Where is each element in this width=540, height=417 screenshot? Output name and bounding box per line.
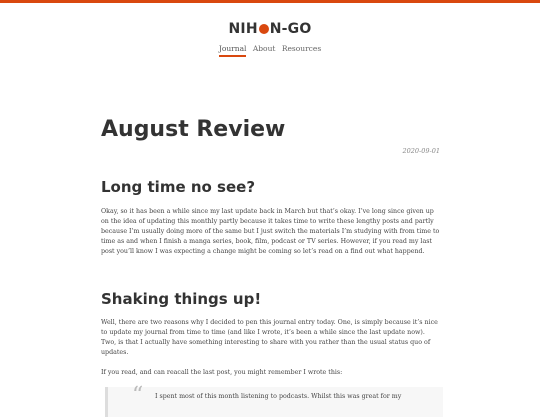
top-accent-bar [0,0,540,3]
paragraph: Well, there are two reasons why I decided to pen this journal entry today. One, is simply because it’s nice to update my journal from time to time (and like I wrote, it’s been a while since the last update now). Two, is that I actually have something interesting to share with you rather than the usual status quo of updates. [101,319,438,356]
nav-resources[interactable]: Resources [281,44,322,53]
main-nav [0,44,540,57]
quote-text: I spent most of this month listening to podcasts. Whilst this was great for my [155,393,402,400]
section-heading: Long time no see? [101,178,256,196]
nav-journal[interactable]: Journal [219,44,247,57]
post-date: 2020-09-01 [402,147,440,155]
section-heading: Shaking things up! [101,290,262,308]
logo-sun-icon [259,24,269,34]
quote-mark-icon: “ [132,383,144,408]
logo-text-left: NIH [228,21,258,37]
logo-text-right: N-GO [269,21,312,37]
site-logo[interactable] [0,20,540,38]
paragraph: If you read, and can reacall the last post, you might remember I wrote this: [101,369,343,376]
post-title: August Review [101,117,286,142]
nav-about[interactable]: About [252,44,276,53]
blockquote [105,383,443,417]
paragraph: Okay, so it has been a while since my last update back in March but that’s okay. I’ve long since given up on the idea of updating this monthly partly because it takes time to write these lengthy posts and partly because I’m usually doing more of the same but I just switch the materials I’m studying with from time to time as and when I finish a manga series, book, film, podcast or TV series. However, if you read my last post you’ll know I was expecting a change might be coming so let’s read on a find out what happend. [101,208,440,255]
